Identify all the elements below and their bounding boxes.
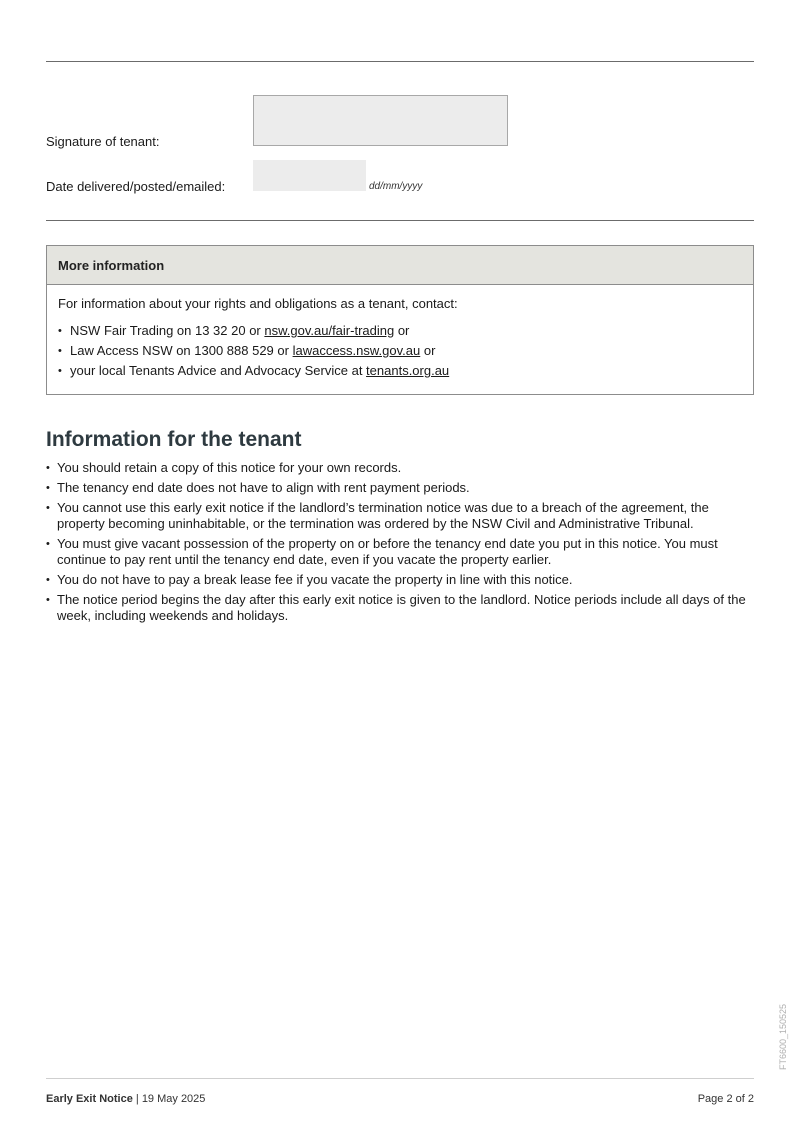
contact-suffix: or [394, 323, 410, 338]
contact-text: NSW Fair Trading on 13 32 20 or [70, 323, 265, 338]
footer-doc-title: Early Exit Notice [46, 1093, 133, 1105]
contact-text: your local Tenants Advice and Advocacy Service at [70, 363, 367, 378]
footer-doc-info [46, 1093, 205, 1105]
list-item: • You must give vacant possession of the property on or before the tenancy end date you put in this notice. You must continue to pay rent until the tenancy end date, even if you vacate the property earlier. [46, 536, 758, 568]
signature-field[interactable] [253, 95, 508, 146]
list-item: • You should retain a copy of this notice for your own records. [46, 460, 758, 476]
section-divider [46, 220, 754, 221]
contact-item [58, 321, 742, 341]
tenants-link[interactable]: tenants.org.au [366, 363, 450, 378]
contact-text: Law Access NSW on 1300 888 529 or [70, 343, 293, 358]
tenant-info-list [46, 460, 758, 628]
signature-label: Signature of tenant: [46, 134, 160, 149]
footer-separator: | [132, 1093, 142, 1105]
footer-date: 19 May 2025 [141, 1093, 206, 1105]
more-information-intro: For information about your rights and obligations as a tenant, contact: [58, 296, 458, 311]
contact-item [58, 341, 742, 361]
tenant-info-heading: Information for the tenant [46, 428, 302, 451]
page-number: Page 2 of 2 [697, 1093, 754, 1105]
top-divider [46, 61, 754, 62]
list-item: • You do not have to pay a break lease fee if you vacate the property in line with this notice. [46, 572, 758, 588]
lawaccess-link[interactable]: lawaccess.nsw.gov.au [292, 343, 421, 358]
contact-list [58, 321, 742, 381]
fair-trading-link[interactable]: nsw.gov.au/fair-trading [264, 323, 395, 338]
date-field[interactable] [253, 160, 366, 191]
date-format-hint: dd/mm/yyyy [369, 181, 423, 192]
date-label: Date delivered/posted/emailed: [46, 179, 226, 194]
list-item: • The notice period begins the day after this early exit notice is given to the landlord. Notice periods include all days of the week, including weekends and holidays. [46, 592, 758, 624]
more-information-heading: More information [47, 246, 753, 285]
contact-item [58, 361, 742, 381]
list-item: • You cannot use this early exit notice if the landlord’s termination notice was due to a breach of the agreement, the property becoming uninhabitable, or the termination was ordered by the NSW Civil and Administrative Tribunal. [46, 500, 758, 532]
contact-suffix: or [420, 343, 436, 358]
form-code: FT6600_150525 [778, 1003, 788, 1071]
list-item: • The tenancy end date does not have to align with rent payment periods. [46, 480, 758, 496]
more-information-panel [46, 245, 754, 395]
footer-divider [46, 1078, 754, 1079]
